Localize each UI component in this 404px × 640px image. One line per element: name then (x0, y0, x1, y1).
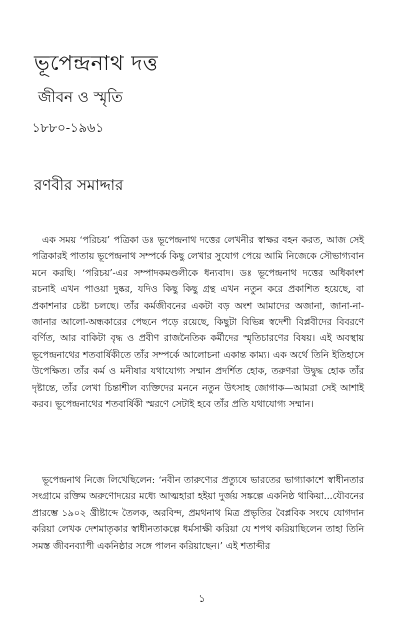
page-number: ১ (198, 592, 206, 605)
book-title: ভূপেন্দ্রনাথ দত্ত (34, 51, 159, 75)
body-paragraph-1: এক সময় ‘পরিচয়’ পত্রিকা ডঃ ভূপেন্দ্রনাথ দত্তের লেখনীর স্বাক্ষর বহন করত, আজ সেই পত্রিকারই পাতায় ভূপেন্দ্রনাথ সম্পর্কে কিছু লেখার সুযোগ পেয়ে আমি নিজেকে সৌভাগ্যবান মনে করছি। ‘পরিচয়’-এর সম্পাদকমণ্ডলীকে ধন্যবাদ। ডঃ ভূপেন্দ্রনাথ দত্তের অধিকাংশ রচনাই এখন পাওয়া দুষ্কর, যদিও কিছু কিছু গ্রন্থ এখন নতুন করে প্রকাশিত হয়েছে, বা প্রকাশনার চেষ্টা চলছে। তাঁর কর্মজীবনের একটা বড় অংশ আমাদের অজানা, জানা-না-জানার আলো-অন্ধকারের পেছনে পড়ে রয়েছে, কিছুটা বিভিন্ন স্বদেশী বিপ্লবীদের বিবরণে বর্ণিত, আর বাকিটা বৃদ্ধ ও প্রবীণ রাজনৈতিক কর্মীদের স্মৃতিচারণের বিষয়। এই অবস্থায় ভূপেন্দ্রনাথের শতবার্ষিকীতে তাঁর সম্পর্কে আলোচনা একান্ত কাম্য। এক অর্থে তিনি ইতিহাসে উপেক্ষিত। তাঁর কর্ম ও মনীষার যথাযোগ্য সম্মান প্রদর্শিত হোক, তরুণরা উদ্বুদ্ধ হোক তাঁর দৃষ্টান্তে, তাঁর লেখা চিন্তাশীল ব্যক্তিদের মননে নতুন উৎসাহ জোগাক—আমরা সেই আশাই করব। ভূপেন্দ্রনাথের শতবার্ষিকী স্মরণে সেটাই হবে তাঁর প্রতি যথাযোগ্য সম্মান। (32, 235, 364, 411)
life-years: ১৮৮০-১৯৬১ (32, 121, 104, 136)
book-subtitle: জীবন ও স্মৃতি (38, 88, 123, 106)
body-paragraph-2: ভূপেন্দ্রনাথ নিজে লিখেছিলেন: ‘নবীন তারুণ্যের প্রত্যুষে ভারতের ভাগ্যাকাশে স্বাধীনতার সংগ্রামে রক্তিম অরুণোদয়ের মধ্যে আত্মহারা হইয়া দুর্জয় সঙ্কল্পে একনিষ্ঠ থাকিয়া...যৌবনের প্রারম্ভে ১৯০২ খ্রীষ্টাব্দে তৈলক, অরবিন্দ, প্রমথনাথ মিত্র প্রভৃতির বৈপ্লবিক সংঘে যোগদান করিয়া লেখক দেশমাতৃকার স্বাধীনতাকল্পে ধর্মসাক্ষী করিয়া যে শপথ করিয়াছিলেন তাহা তিনি সমস্ত জীবনব্যাপী একনিষ্ঠার সঙ্গে পালন করিয়াছেন।’ এই শতাব্দীর (32, 475, 364, 552)
author-name: রণবীর সমাদ্দার (34, 176, 124, 194)
